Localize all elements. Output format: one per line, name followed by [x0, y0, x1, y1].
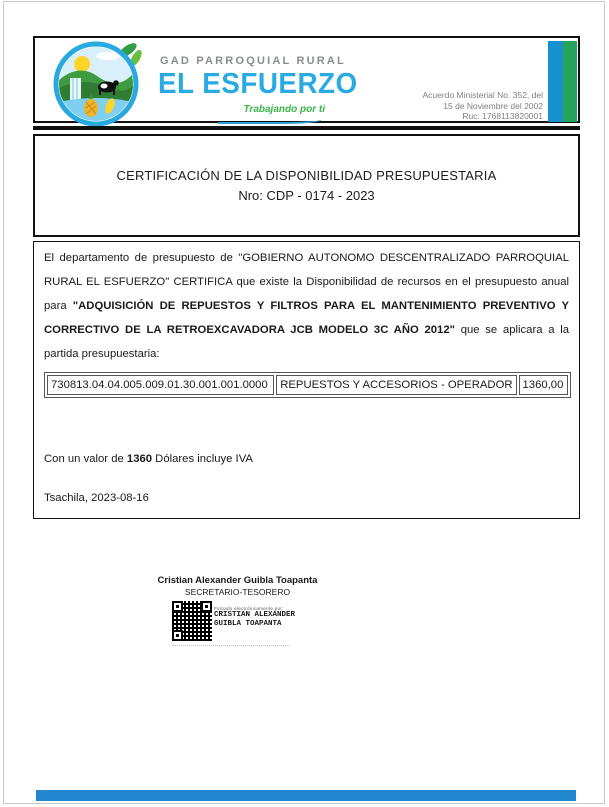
org-type-label: GAD PARROQUIAL RURAL	[160, 55, 346, 67]
signature-dotted-line	[172, 645, 290, 646]
signer-role: SECRETARIO-TESORERO	[184, 587, 291, 597]
value-prefix: Con un valor de	[44, 453, 127, 465]
slogan-underline	[218, 117, 322, 124]
budget-amount-cell: 1360,00	[519, 375, 568, 395]
acuerdo-line-1: Acuerdo Ministerial No. 352, del	[422, 90, 543, 100]
esignature-qr-code	[172, 601, 212, 641]
qr-finder-bottomleft	[172, 630, 183, 641]
paragraph-bold-object: "ADQUISICIÓN DE REPUESTOS Y FILTROS PARA EL MANTENIMIENTO PREVENTIVO Y CORRECTIVO DE LA RETROEXCAVADORA JCB MODELO 3C AÑO 2012"	[44, 300, 570, 336]
qr-finder-topright	[201, 601, 212, 612]
budget-code-cell: 730813.04.04.005.009.01.30.001.001.0000	[47, 375, 274, 395]
header-divider	[33, 126, 580, 130]
esign-name-line2: GUIBLA TOAPANTA	[214, 619, 282, 628]
paragraph-normal-2: que se aplicara a la partida presupuestaria:	[44, 324, 569, 360]
org-logo	[50, 40, 150, 126]
acuerdo-line-3: Ruc: 1768113820001	[462, 111, 543, 121]
certification-body-box	[33, 241, 580, 519]
value-line	[44, 453, 569, 465]
acuerdo-line-2: 15 de Noviembre del 2002	[443, 100, 543, 111]
ministerial-agreement-block	[330, 90, 543, 122]
table-row	[47, 375, 568, 395]
header-bar-blue	[548, 41, 563, 122]
org-slogan: Trabajando por ti	[243, 104, 325, 115]
title-box	[33, 134, 580, 237]
header-color-bar	[548, 41, 577, 122]
document-number: Nro: CDP - 0174 - 2023	[238, 188, 375, 203]
value-amount: 1360	[126, 453, 153, 465]
paragraph-normal-1: El departamento de presupuesto de "GOBIERNO AUTONOMO DESCENTRALIZADO PARROQUIAL RURAL EL ESFUERZO" CERTIFICA que existe la Disponibilidad de recursos en el presupuesto anual para	[44, 252, 569, 312]
certification-paragraph	[44, 246, 569, 366]
qr-finder-topleft	[172, 601, 183, 612]
logo-emblem-icon	[50, 40, 150, 126]
header-bar-green	[563, 41, 577, 122]
esign-name-line1: CRISTIAN ALEXANDER	[214, 611, 296, 619]
esignature-text-block	[214, 606, 344, 628]
date-line: Tsachila, 2023-08-16	[44, 492, 149, 504]
budget-name-cell: REPUESTOS Y ACCESORIOS - OPERADOR	[276, 375, 516, 395]
org-name-label: EL ESFUERZO	[158, 68, 358, 100]
document-title: CERTIFICACIÓN DE LA DISPONIBILIDAD PRESUPUESTARIA	[116, 168, 497, 183]
value-suffix: Dólares incluye IVA	[152, 453, 253, 465]
esign-label: Firmado electrónicamente por:	[214, 606, 284, 611]
signer-name: Cristian Alexander Guibla Toapanta	[157, 575, 318, 586]
budget-item-table	[44, 372, 571, 398]
footer-color-bar	[36, 790, 576, 801]
